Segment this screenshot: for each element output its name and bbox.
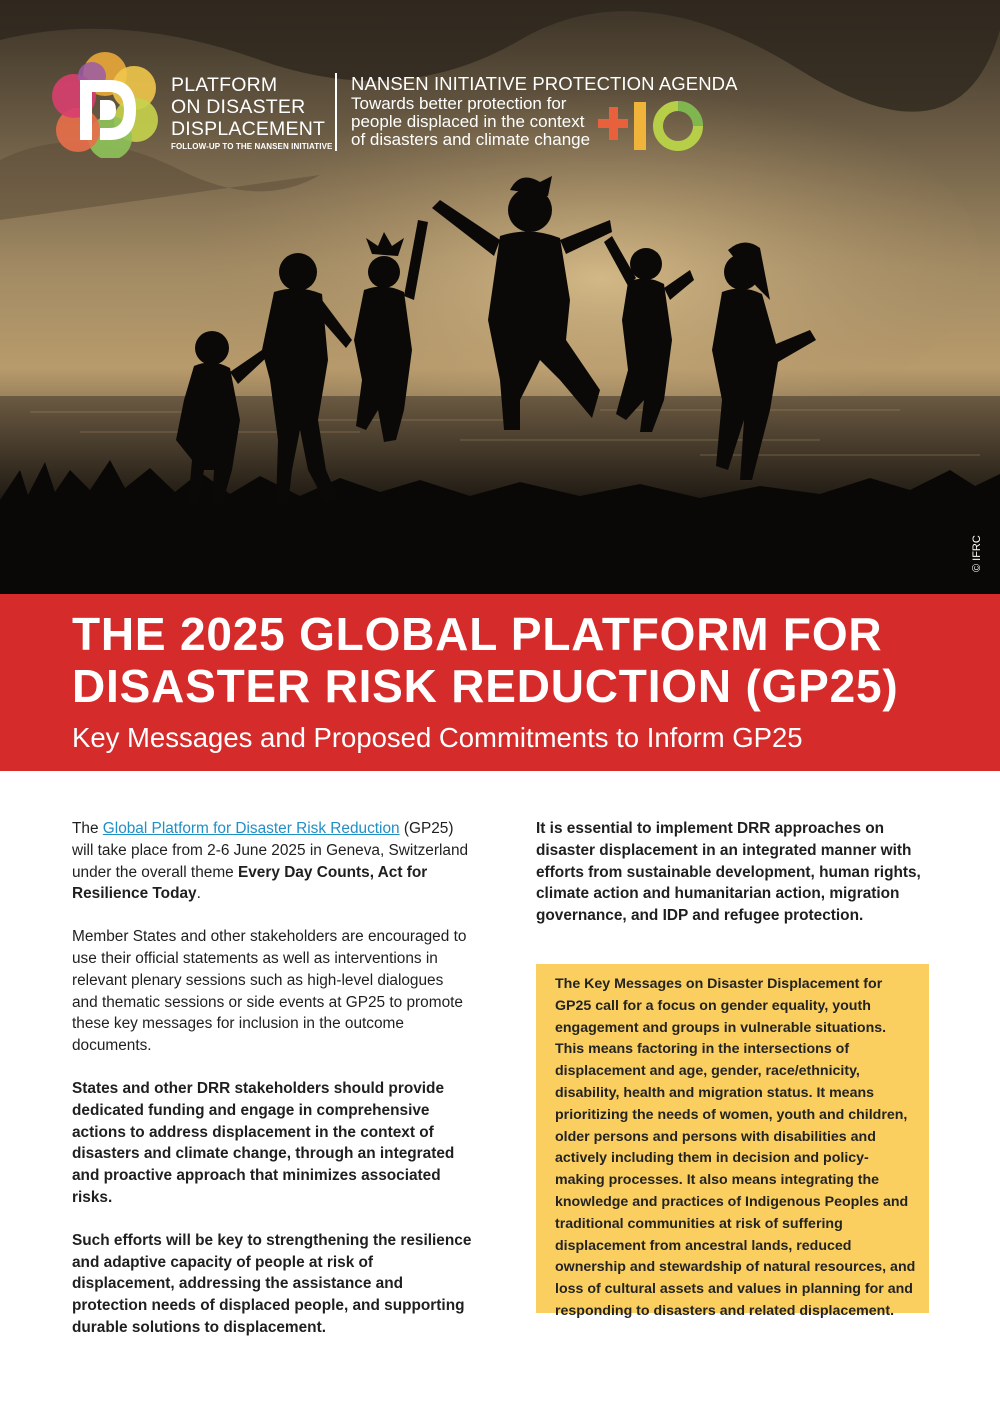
- hero-photo: [0, 0, 1000, 594]
- title-line1: THE 2025 GLOBAL PLATFORM FOR: [72, 608, 883, 660]
- org-name-line2: ON DISASTER: [171, 96, 306, 118]
- agenda-title: NANSEN INITIATIVE PROTECTION AGENDA: [351, 73, 738, 94]
- title-line2: DISASTER RISK REDUCTION (GP25): [72, 660, 899, 712]
- intro-paragraph: [72, 818, 472, 905]
- agenda-line1: Towards better protection for: [351, 94, 567, 113]
- funding-paragraph: States and other DRR stakeholders should provide dedicated funding and engage in comprehensive actions to address displacement in the context of disasters and climate change, through an integrated and proactive approach that minimizes associated risks.: [72, 1079, 455, 1206]
- org-name-line3: DISPLACEMENT: [171, 118, 326, 140]
- agenda-line2: people displaced in the context: [351, 112, 585, 131]
- page-subtitle: Key Messages and Proposed Commitments to Inform GP25: [72, 722, 803, 753]
- intro-prefix: The: [72, 820, 103, 837]
- org-name-line1: PLATFORM: [171, 74, 278, 96]
- intro-middle: (GP25) will take place from 2-6 June 2025 in Geneva, Switzerland under the overall theme: [72, 820, 469, 881]
- global-platform-link[interactable]: Global Platform for Disaster Risk Reduction: [102, 820, 400, 837]
- pdd-flower-logo-icon: [52, 52, 158, 158]
- resilience-paragraph: Such efforts will be key to strengthening the resilience and adaptive capacity of people at risk of displacement, addressing the assistance and protection needs of displaced people, and supporting durable solutions to displacement.: [72, 1231, 472, 1336]
- member-states-paragraph: Member States and other stakeholders are encouraged to use their official statements as well as interventions in relevant plenary sessions such as high-level dialogues and thematic sessions or side events at GP25 to promote these key messages for inclusion in the outcome documents.: [72, 928, 467, 1055]
- intro-suffix: .: [196, 885, 201, 903]
- plus-ten-label: +10: [598, 96, 600, 97]
- right-column: [536, 818, 931, 948]
- organization-name: [171, 74, 332, 152]
- intro-theme: Every Day Counts, Act for Resilience Today: [72, 863, 428, 903]
- left-column: [72, 818, 472, 1360]
- title-banner: [0, 594, 1000, 771]
- key-messages-text: The Key Messages on Disaster Displacement for GP25 call for a focus on gender equality, youth engagement and groups in vulnerable situations. This means factoring in the intersections of displacement and age, gender, race/ethnicity, disability, health and migration status. It means prioritizing the needs of women, youth and children, older persons and persons with disabilities and actively including them in decision and policy-making processes. It also means integrating the knowledge and practices of Indigenous Peoples and traditional communities at risk of suffering displacement from ancestral lands, reduced ownership and stewardship of natural resources, and loss of cultural assets and values in planning for and responding to disasters and related displacement.: [555, 976, 916, 1319]
- agenda-line3: of disasters and climate change: [351, 130, 591, 149]
- integrated-approach-paragraph: It is essential to implement DRR approaches on disaster displacement in an integrated manner with efforts from sustainable development, human rights, climate action and humanitarian action, migration governance, and IDP and refugee protection.: [536, 820, 921, 925]
- org-tagline: FOLLOW-UP TO THE NANSEN INITIATIVE: [171, 142, 333, 151]
- key-messages-callout: [536, 964, 929, 1319]
- photo-credit: © IFRC: [971, 535, 983, 572]
- page-title: [72, 608, 972, 712]
- plus-ten-badge-icon: [598, 96, 708, 161]
- header-divider: [335, 73, 337, 151]
